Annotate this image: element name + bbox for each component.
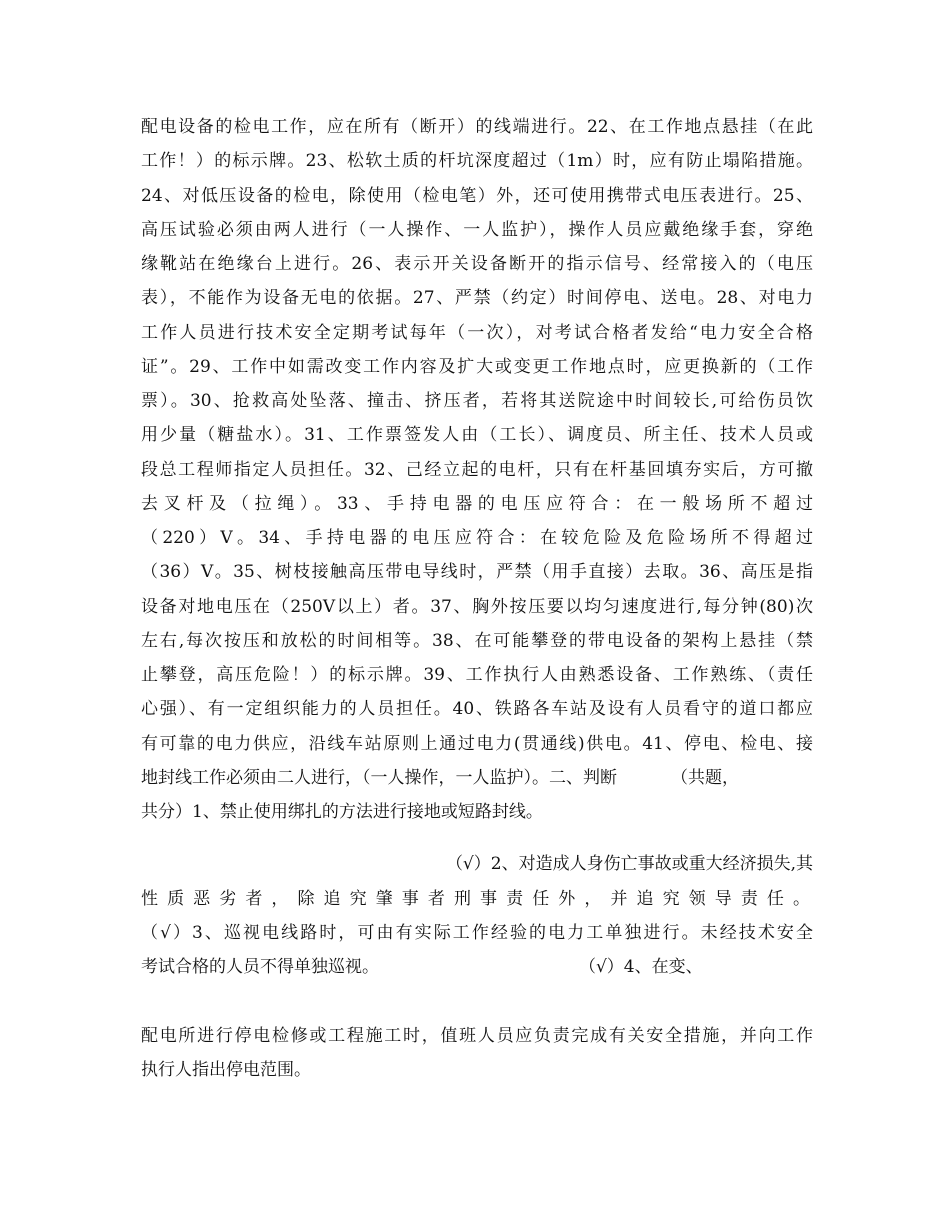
text-line: 缘靴站在绝缘台上进行。26、表示开关设备断开的指示信号、经常接入的（电压 <box>141 254 813 274</box>
text-line: （36）V。35、树枝接触高压带电导线时，严禁（用手直接）去取。36、高压是指 <box>141 562 813 582</box>
text-line: 配电所进行停电检修或工程施工时，值班人员应负责完成有关安全措施，并向工作 <box>141 1026 813 1046</box>
text-line: 用少量（糖盐水）。31、工作票签发人由（工长）、调度员、所主任、技术人员或 <box>141 425 813 445</box>
text-line: （√）3、巡视电线路时，可由有实际工作经验的电力工单独进行。未经技术安全 <box>141 923 813 943</box>
text-line: 段总工程师指定人员担任。32、己经立起的电杆，只有在杆基回填夯实后，方可撤 <box>141 460 813 480</box>
text-line: 去叉杆及（拉绳）。33、手持电器的电压应符合：在一般场所不超过 <box>141 494 813 514</box>
text-line: 工作！）的标示牌。23、松软土质的杆坑深度超过（1m）时，应有防止塌陷措施。 <box>141 151 813 171</box>
text-line: 工作人员进行技术安全定期考试每年（一次），对考试合格者发给“电力安全合格 <box>141 323 813 343</box>
text-line: 表），不能作为设备无电的依据。27、严禁（约定）时间停电、送电。28、对电力 <box>141 288 813 308</box>
text-line: 心强）、有一定组织能力的人员担任。40、铁路各车站及设有人员看守的道口都应 <box>141 699 813 719</box>
text-line: 考试合格的人员不得单独巡视。 （√）4、在变、 <box>141 957 703 977</box>
text-line: 24、对低压设备的检电，除使用（检电笔）外，还可使用携带式电压表进行。25、 <box>141 186 813 206</box>
text-line: 左右,每次按压和放松的时间相等。38、在可能攀登的带电设备的架构上悬挂（禁 <box>141 631 813 651</box>
text-line: 有可靠的电力供应，沿线车站原则上通过电力(贯通线)供电。41、停电、检电、接 <box>141 734 813 754</box>
text-line: 证”。29、工作中如需改变工作内容及扩大或变更工作地点时，应更换新的（工作 <box>141 357 813 377</box>
text-line: 执行人指出停电范围。 <box>141 1060 311 1080</box>
text-line: （√）2、对造成人身伤亡事故或重大经济损失,其 <box>445 854 813 874</box>
text-line: 票）。30、抢救高处坠落、撞击、挤压者，若将其送院途中时间较长,可给伤员饮 <box>141 391 813 411</box>
text-line: 设备对地电压在（250V以上）者。37、胸外按压要以均匀速度进行,每分钟(80)次 <box>141 597 813 617</box>
text-line: （220）V。34、手持电器的电压应符合：在较危险及危险场所不得超过 <box>141 528 813 548</box>
text-line: 止攀登，高压危险！）的标示牌。39、工作执行人由熟悉设备、工作熟练、（责任 <box>141 665 813 685</box>
text-line: 高压试验必须由两人进行（一人操作、一人监护），操作人员应戴绝缘手套，穿绝 <box>141 220 813 240</box>
text-line: 性质恶劣者，除追究肇事者刑事责任外，并追究领导责任。 <box>141 889 813 909</box>
text-line: 地封线工作必须由二人进行，（一人操作，一人监护）。二、判断 （共题， <box>141 768 740 788</box>
text-line: 共分）1、禁止使用绑扎的方法进行接地或短路封线。 <box>141 802 543 822</box>
text-line: 配电设备的检电工作，应在所有（断开）的线端进行。22、在工作地点悬挂（在此 <box>141 117 813 137</box>
